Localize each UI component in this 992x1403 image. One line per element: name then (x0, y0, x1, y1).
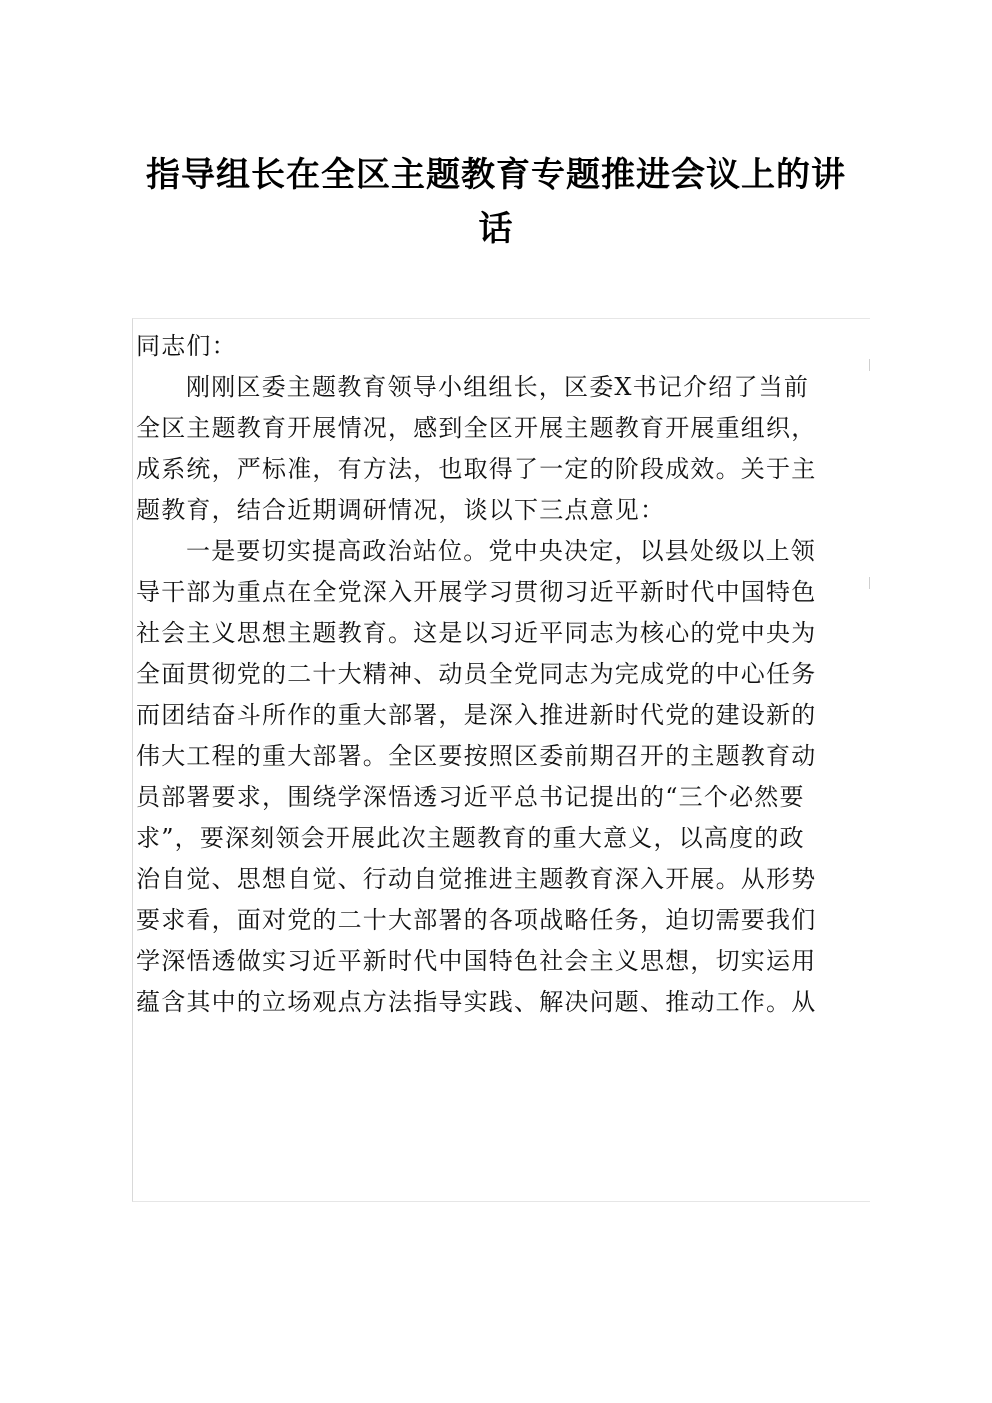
frame-marker (869, 577, 870, 589)
body-line: 蕴含其中的立场观点方法指导实践、解决问题、推动工作。从 (136, 988, 817, 1016)
body-line: 学深悟透做实习近平新时代中国特色社会主义思想，切实运用 (136, 947, 817, 975)
document-title (118, 148, 874, 256)
body-line: 题教育，结合近期调研情况，谈以下三点意见： (136, 496, 666, 524)
body-line: 全区主题教育开展情况，感到全区开展主题教育开展重组织， (136, 414, 817, 442)
body-line: 刚刚区委主题教育领导小组组长，区委X书记介绍了当前 (186, 373, 810, 401)
body-line: 伟大工程的重大部署。全区要按照区委前期召开的主题教育动 (136, 742, 817, 770)
title-line-2: 话 (478, 209, 514, 249)
body-line: 社会主义思想主题教育。这是以习近平同志为核心的党中央为 (136, 619, 817, 647)
body-line: 全面贯彻党的二十大精神、动员全党同志为完成党的中心任务 (136, 660, 817, 688)
body-line: 员部署要求，围绕学深悟透习近平总书记提出的“三个必然要 (136, 783, 805, 811)
title-line-1: 指导组长在全区主题教育专题推进会议上的讲 (146, 155, 846, 195)
body-line: 治自觉、思想自觉、行动自觉推进主题教育深入开展。从形势 (136, 865, 817, 893)
body-line: 成系统，严标准，有方法，也取得了一定的阶段成效。关于主 (136, 455, 817, 483)
body-line: 而团结奋斗所作的重大部署，是深入推进新时代党的建设新的 (136, 701, 817, 729)
body-line: 导干部为重点在全党深入开展学习贯彻习近平新时代中国特色 (136, 578, 817, 606)
frame-marker (869, 359, 870, 371)
salutation: 同志们： (136, 332, 237, 360)
body-line: 一是要切实提高政治站位。党中央决定，以县处级以上领 (186, 537, 816, 565)
body-line: 要求看，面对党的二十大部署的各项战略任务，迫切需要我们 (136, 906, 817, 934)
document-body (136, 326, 866, 1023)
body-line: 求”，要深刻领会开展此次主题教育的重大意义，以高度的政 (136, 824, 805, 852)
